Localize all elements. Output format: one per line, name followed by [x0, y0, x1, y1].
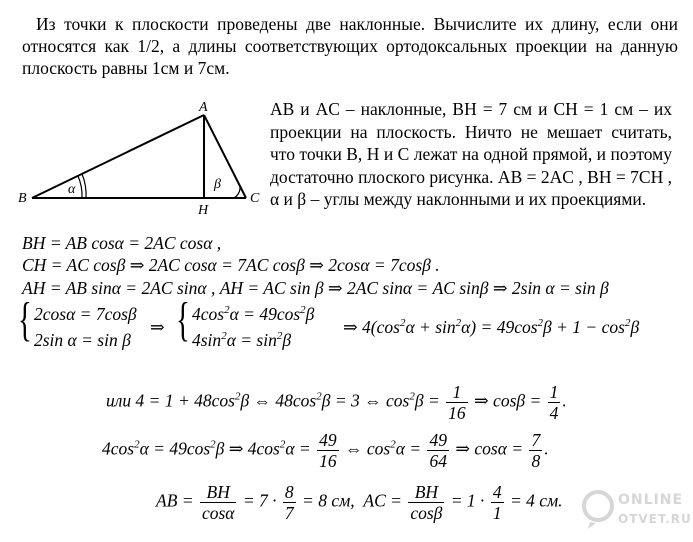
system-2-bottom: $4\sin^2\alpha = \sin^2\beta$	[192, 330, 292, 350]
fraction-bh-cosa: $\frac{BH}{\cos\alpha}$	[201, 482, 235, 523]
system-result: ⇒ $4(\cos^2\alpha + \sin^2\alpha) = 49\cos^2\beta + 1 - \cos^2\beta$	[343, 317, 640, 337]
equation-5: $4\cos^2\alpha = 49\cos^2\beta$ ⇒ $4\cos^2\alpha$ = $\frac{49}{16}$ ⇔ $\cos^2\alpha$ = $\frac{49}{64}$ ⇒ cosα = $\frac{7}{8}$ .	[102, 430, 549, 471]
fraction-bh-cosb: $\frac{BH}{\cos\beta}$	[410, 482, 443, 523]
equation-6: AB = $\frac{BH}{\cos\alpha}$ = 7 · $\frac{8}{7}$ = 8 см, AC = $\frac{BH}{\cos\beta}$ = 1 · $\frac{4}{1}$ = 4 см.	[156, 482, 563, 523]
label-beta: β	[214, 177, 221, 192]
angle-beta-arc	[234, 187, 240, 198]
system-brace-2: {	[176, 293, 190, 346]
fraction-8-7: $\frac{8}{7}$	[284, 482, 294, 523]
watermark-line-1: ONLINE	[618, 492, 684, 508]
fraction-7-8: $\frac{7}{8}$	[531, 430, 541, 471]
label-alpha: α	[68, 182, 76, 197]
segment-ac	[204, 115, 246, 198]
equation-4: или $4 = 1 + 48\cos^2\beta$ ⇔ $48\cos^2\beta = 3$ ⇔ $\cos^2\beta$ = $\frac{1}{16}$ ⇒ cosβ = $\frac{1}{4}$ .	[106, 382, 567, 423]
fraction-1-4: $\frac{1}{4}$	[549, 382, 559, 423]
watermark-line-2: OTVET.RU	[618, 512, 692, 526]
angle-alpha-arc	[78, 176, 82, 198]
label-c: C	[250, 191, 260, 206]
equation-1: BH = AB cosα = 2AC cosα ,	[22, 233, 222, 253]
system-1-top: 2cosα = 7cosβ	[34, 304, 137, 324]
problem-text: Из точки к плоскости проведены две наклонные. Вычислите их длину, если они относятся как 1/2, а длины соответствующих ортодоксальных проекции на данную плоскость равны 1см и 7см.	[22, 14, 678, 78]
label-h: H	[198, 203, 209, 216]
triangle-figure	[18, 98, 268, 216]
system-arrow: ⇒	[150, 317, 165, 337]
equation-2: CH = AC cosβ ⇒ 2AC cosα = 7AC cosβ ⇒ 2cosα = 7cosβ .	[22, 255, 440, 275]
fraction-49-16: $\frac{49}{16}$	[319, 430, 337, 471]
explanation-text: AB и AC – наклонные, BH = 7 см и CH = 1 см – их проекции на плоскость. Ничто не мешает считать, что точки B, H и C лежат на одной прямой, и поэтому достаточно плоского рисунка. AB = 2AC , BH = 7CH , α и β – углы между наклонными и их проекциями.	[270, 99, 672, 209]
fraction-1-16: $\frac{1}{16}$	[448, 382, 466, 423]
segment-ab	[32, 115, 204, 198]
system-2-top: $4\cos^2\alpha = 49\cos^2\beta$	[192, 304, 315, 324]
label-b: B	[18, 191, 27, 206]
fraction-49-64: $\frac{49}{64}$	[429, 430, 447, 471]
watermark-logo-icon	[580, 486, 616, 530]
system-brace-1: {	[18, 293, 32, 346]
fraction-4-1: $\frac{4}{1}$	[492, 482, 502, 523]
system-1-bottom: 2sin α = sin β	[34, 330, 131, 350]
label-a: A	[199, 100, 208, 115]
equation-3: AH = AB sinα = 2AC sinα , AH = AC sin β ⇒ 2AC sinα = AC sinβ ⇒ 2sin α = sin β	[22, 278, 609, 298]
